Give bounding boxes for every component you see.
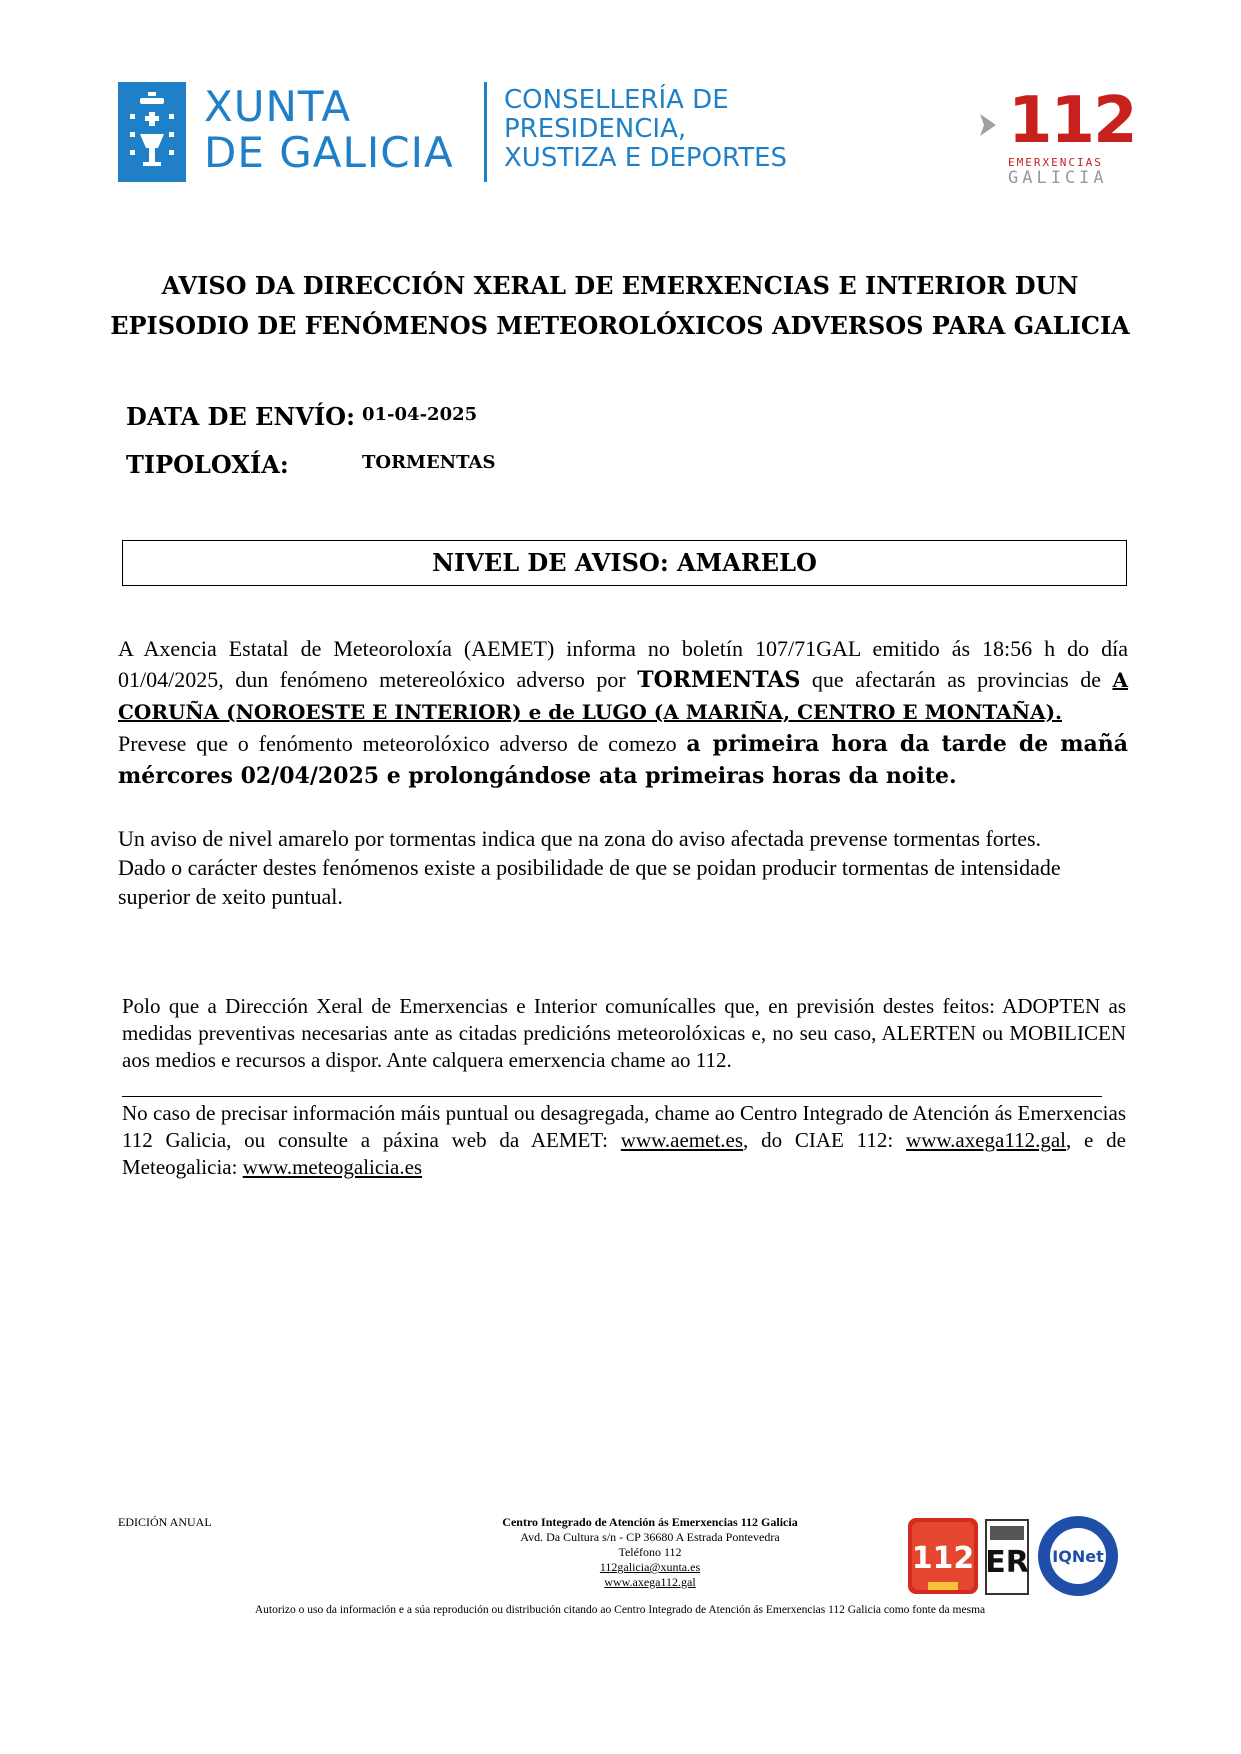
footer-center-name: Centro Integrado de Atención ás Emerxencias 112 Galicia (502, 1515, 798, 1529)
aenor-er-badge-icon (985, 1520, 1029, 1594)
p1-start-time: a primeira hora da tarde de mañá mércores 02/04/2025 e prolongándose ata primeiras horas da noite. (118, 731, 1128, 789)
separator-line (122, 1096, 1102, 1097)
warning-level-text: NIVEL DE AVISO: AMARELO (432, 548, 817, 577)
xunta-shield-logo (118, 82, 186, 182)
footer-contact (440, 1515, 860, 1590)
chevron-right-icon (978, 112, 998, 138)
xunta-wordmark: XUNTA DE GALICIA (204, 82, 454, 177)
header-divider (484, 82, 487, 182)
meteogalicia-link[interactable]: www.meteogalicia.es (242, 1155, 423, 1179)
p4-intro: No caso de precisar información máis puntual ou desagregada, chame ao Centro Integrado de Atención ás Emerxencias 112 Galicia, ou consulte a páxina web da AEMET: (122, 1101, 1126, 1152)
recommendations: Polo que a Dirección Xeral de Emerxencias e Interior comunícalles que, en previsión destes feitos: ADOPTEN as medidas preventivas necesarias ante as citadas predicións meteorolóxicas e, no seu caso, ALERTEN ou MOBILICEN aos medios e recursos a dispor. Ante calquera emerxencia chame ao 112. (122, 994, 1126, 1072)
more-info (122, 1100, 1126, 1181)
p4-meteogalicia: , e de Meteogalicia: (122, 1128, 1126, 1179)
edition-label: EDICIÓN ANUAL (118, 1515, 212, 1529)
send-date-value: 01-04-2025 (362, 404, 478, 425)
type-value: TORMENTAS (362, 452, 496, 473)
certification-logos (906, 1512, 1126, 1600)
type-label: TIPOLOXÍA: (126, 450, 289, 479)
p1-start-intro: Prevese que o fenómento meteorolóxico adverso de comezo (118, 731, 687, 756)
conselleria-name: CONSELLERÍA DE PRESIDENCIA, XUSTIZA E DEPORTES (504, 85, 788, 173)
p1-provinces: A CORUÑA (NOROESTE E INTERIOR) e de LUGO (A MARIÑA, CENTRO E MONTAÑA). (118, 668, 1128, 724)
quality-112-badge-icon (908, 1518, 978, 1594)
svg-text:IQNet: IQNet (1052, 1547, 1104, 1566)
footer-address: Avd. Da Cultura s/n - CP 36680 A Estrada Pontevedra (520, 1530, 780, 1544)
p2-line-a: Un aviso de nivel amarelo por tormentas indica que na zona do aviso afectada prevense tormentas fortes. (118, 826, 1042, 851)
send-date-label: DATA DE ENVÍO: (126, 402, 355, 431)
p2-line-b: Dado o carácter destes fenómenos existe a posibilidade de que se poidan producir tormentas de intensidade superior de xeito puntual. (118, 855, 1061, 909)
iqnet-certified-badge-icon (1038, 1516, 1118, 1596)
emerxencias-label: EMERXENCIAS (1008, 156, 1103, 169)
footer-email-link[interactable]: 112galicia@xunta.es (599, 1560, 701, 1574)
p4-ciae: , do CIAE 112: (743, 1128, 907, 1152)
document-title: AVISO DA DIRECCIÓN XERAL DE EMERXENCIAS E INTERIOR DUN EPISODIO DE FENÓMENOS METEOROLÓXICOS ADVERSOS PARA GALICIA (110, 271, 1130, 340)
galicia-label: GALICIA (1008, 168, 1108, 188)
footer-note: Autorizo o uso da información e a súa reprodución ou distribución citando ao Centro Integrado de Atención ás Emerxencias 112 Galicia como fonte da mesma (254, 1604, 986, 1616)
p1-intro: A Axencia Estatal de Meteoroloxía (AEMET) informa no boletín 107/71GAL emitido ás 18:56 h do día 01/04/2025, dun fenómeno metereolóxico adverso por (118, 636, 1128, 692)
footer-phone: Teléfono 112 (618, 1545, 682, 1559)
svg-text:112: 112 (911, 1541, 975, 1576)
footer-web-link[interactable]: www.axega112.gal (604, 1575, 696, 1589)
axega-link[interactable]: www.axega112.gal (906, 1128, 1067, 1152)
warning-level-box (122, 540, 1127, 586)
warning-description (118, 633, 1128, 792)
p1-phenomenon: TORMENTAS (637, 667, 801, 693)
p1-provinces-intro: que afectarán as provincias de (800, 667, 1113, 692)
emerxencias-112-logo: 112 (1008, 84, 1136, 158)
aemet-link[interactable]: www.aemet.es (620, 1128, 744, 1152)
level-explanation (118, 824, 1128, 911)
svg-text:ER: ER (985, 1545, 1029, 1580)
